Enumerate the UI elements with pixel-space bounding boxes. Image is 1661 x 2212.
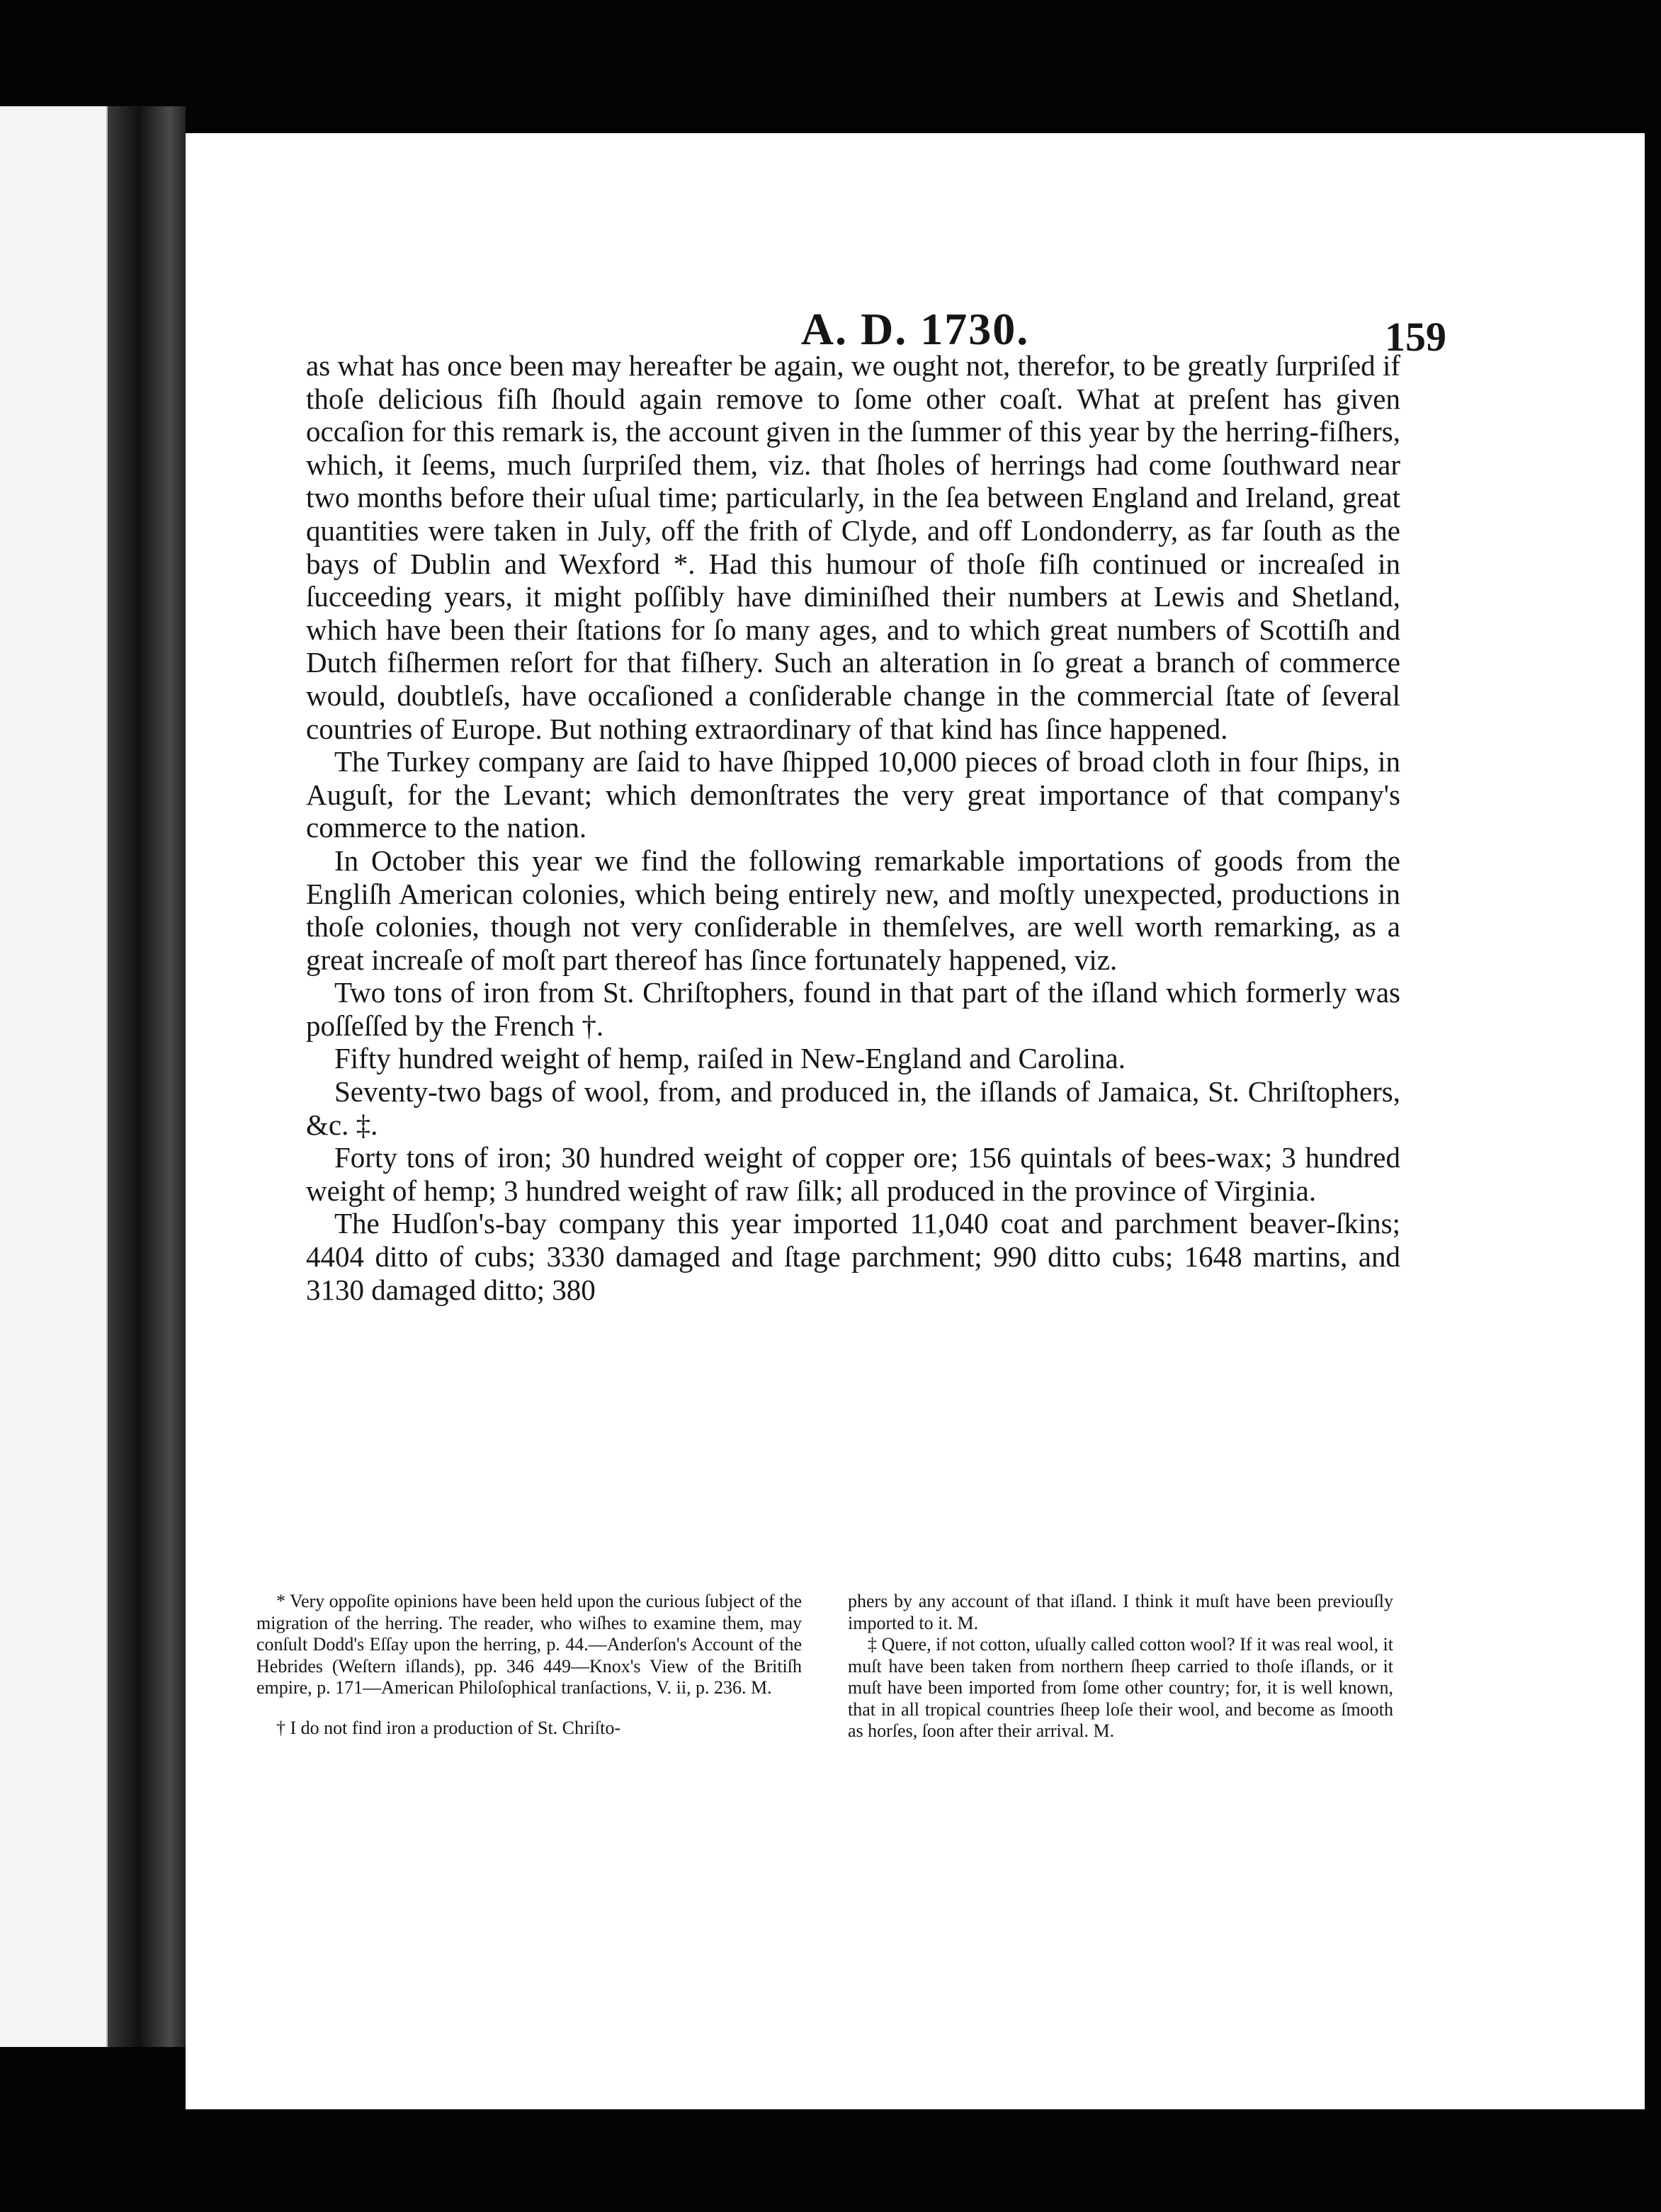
- footnote-continuation: phers by any account of that iſland. I think it muſt have been previouſly imported to it. M.: [848, 1591, 1393, 1633]
- paragraph: The Turkey company are ſaid to have ſhipped 10,000 pieces of broad cloth in four ſhips, in Auguſt, for the Levant; which demonſtrates the very great importance of that company's commerce to the nation.: [306, 745, 1400, 844]
- body-text: [306, 349, 1400, 1306]
- footnote: † I do not find iron a production of St. Chriſto-: [276, 1717, 621, 1738]
- footnotes-left-column: [256, 1591, 802, 1742]
- paragraph: Two tons of iron from St. Chriſtophers, found in that part of the iſland which formerly was poſſeſſed by the French †.: [306, 976, 1400, 1042]
- paragraph: Seventy-two bags of wool, from, and produced in, the iſlands of Jamaica, St. Chriſtophers, &c. ‡.: [306, 1075, 1400, 1141]
- paragraph: Forty tons of iron; 30 hundred weight of copper ore; 156 quintals of bees-wax; 3 hundred weight of hemp; 3 hundred weight of raw ſilk; all produced in the province of Virginia.: [306, 1141, 1400, 1207]
- page-number: 159: [1385, 314, 1446, 360]
- paragraph: as what has once been may hereafter be again, we ought not, therefor, to be greatly ſurpriſed if thoſe delicious fiſh ſhould again remove to ſome other coaſt. What at preſent has given occaſion for this remark is, the account given in the ſummer of this year by the herring-fiſhers, which, it ſeems, much ſurpriſed them, viz. that ſholes of herrings had come ſouthward near two months before their uſual time; particularly, in the ſea between England and Ireland, great quantities were taken in July, off the frith of Clyde, and off Londonderry, as far ſouth as the bays of Dublin and Wexford *. Had this humour of thoſe fiſh continued or increaſed in ſucceeding years, it might poſſibly have diminiſhed their numbers at Lewis and Shetland, which have been their ſtations for ſo many ages, and to which great numbers of Scottiſh and Dutch fiſhermen reſort for that fiſhery. Such an alteration in ſo great a branch of commerce would, doubtleſs, have occaſioned a conſiderable change in the commercial ſtate of ſeveral countries of Europe. But nothing extraordinary of that kind has ſince happened.: [306, 349, 1400, 745]
- footnote: * Very oppoſite opinions have been held upon the curious ſubject of the migration of the herring. The reader, who wiſhes to examine them, may conſult Dodd's Eſſay upon the herring, p. 44.—Anderſon's Account of the Hebrides (Weſtern iſlands), pp. 346 449—Knox's View of the Britiſh empire, p. 171—American Philoſophical tranſactions, V. ii, p. 236. M.: [256, 1591, 802, 1698]
- book-page: [186, 133, 1645, 2109]
- footnotes: [256, 1591, 1393, 1742]
- book-spine: [108, 106, 186, 2047]
- paragraph: The Hudſon's-bay company this year imported 11,040 coat and parchment beaver-ſkins; 4404 ditto of cubs; 3330 damaged and ſtage parchment; 990 ditto cubs; 1648 martins, and 3130 damaged ditto; 380: [306, 1207, 1400, 1306]
- footnote: ‡ Quere, if not cotton, uſually called cotton wool? If it was real wool, it muſt have been taken from northern ſheep carried to thoſe iſlands, or it muſt have been imported from ſome other country; for, it is well known, that in all tropical countries ſheep loſe their wool, and become as ſmooth as horſes, ſoon after their arrival. M.: [848, 1634, 1393, 1741]
- footnotes-right-column: [848, 1591, 1393, 1742]
- paragraph: Fifty hundred weight of hemp, raiſed in New-England and Carolina.: [334, 1042, 1126, 1075]
- running-head: A. D. 1730.: [800, 304, 1030, 354]
- adjacent-page-edge: [0, 106, 109, 2047]
- paragraph: In October this year we find the following remarkable importations of goods from the Engliſh American colonies, which being entirely new, and moſtly unexpected, productions in thoſe colonies, though not very conſiderable in themſelves, are well worth remarking, as a great increaſe of moſt part thereof has ſince fortunately happened, viz.: [306, 844, 1400, 976]
